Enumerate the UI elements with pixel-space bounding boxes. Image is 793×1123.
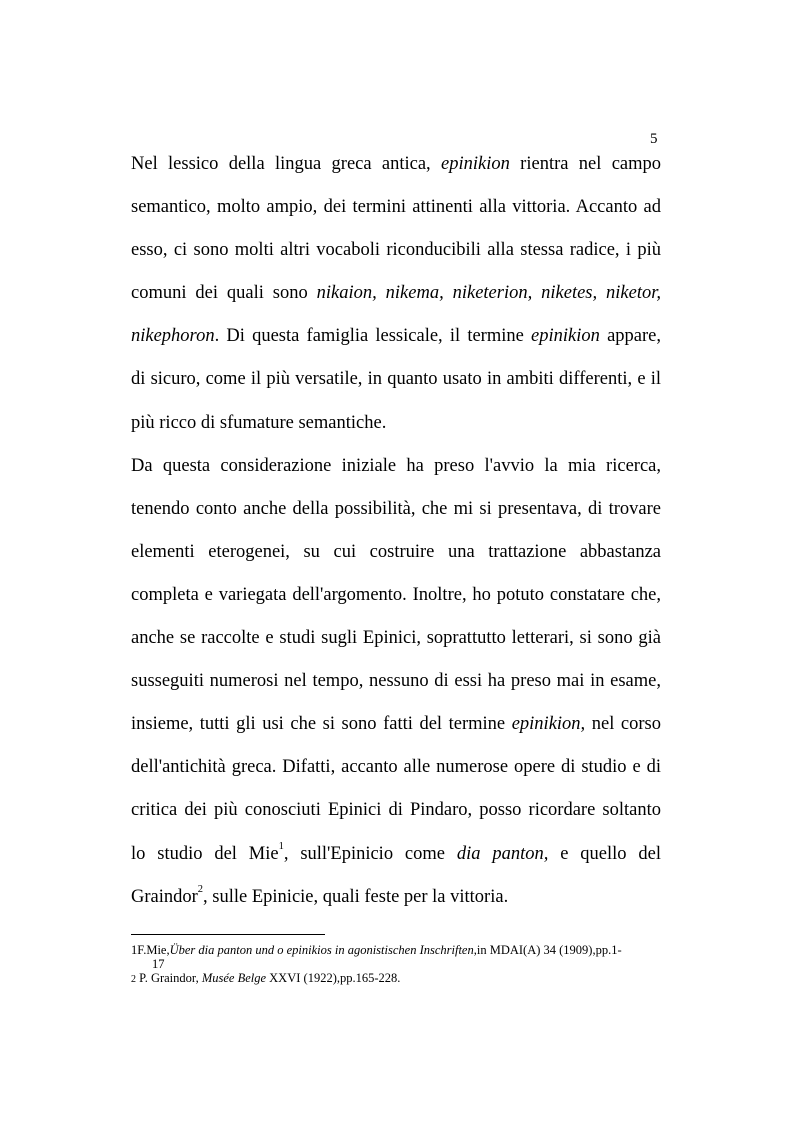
text-line: susseguiti numerosi nel tempo, nessuno di essi ha preso mai in esame, bbox=[131, 671, 661, 692]
text-line: elementi eterogenei, su cui costruire una trattazione abbastanza bbox=[131, 541, 661, 562]
text-line: dell'antichità greca. Difatti, accanto alle numerose opere di studio e di bbox=[131, 757, 661, 778]
text-line: Graindor$^2$, sulle Epinicie, quali feste per la vittoria. bbox=[131, 884, 509, 907]
text-line: comuni dei quali sono nikaion, nikema, niketerion, niketes, niketor, bbox=[131, 283, 661, 304]
text-line: esso, ci sono molti altri vocaboli riconducibili alla stessa radice, i più bbox=[131, 240, 661, 261]
text-line: completa e variegata dell'argomento. Inoltre, ho potuto constatare che, bbox=[131, 584, 661, 605]
text-line: più ricco di sfumature semantiche. bbox=[131, 412, 387, 433]
body-text bbox=[131, 143, 661, 919]
footnote-ref-2: 2 bbox=[197, 884, 204, 896]
footnote-ref-1: 1 bbox=[278, 841, 284, 853]
text-line: lo studio del Mie$^1$, sull'Epinicio come dia panton, e quello del bbox=[131, 841, 661, 864]
text-line: di sicuro, come il più versatile, in quanto usato in ambiti differenti, e il bbox=[131, 369, 661, 390]
text-line: insieme, tutti gli usi che si sono fatti del termine epinikion, nel corso bbox=[131, 714, 661, 735]
text-line: Da questa considerazione iniziale ha preso l'avvio la mia ricerca, bbox=[131, 455, 661, 476]
page-number: 5 bbox=[650, 131, 658, 147]
text-line: critica dei più conosciuti Epinici di Pindaro, posso ricordare soltanto bbox=[131, 800, 661, 821]
text-line: tenendo conto anche della possibilità, che mi si presentava, di trovare bbox=[131, 498, 661, 519]
footnotes bbox=[131, 943, 666, 987]
text-line: anche se raccolte e studi sugli Epinici, soprattutto letterari, si sono già bbox=[131, 628, 661, 649]
text-line: semantico, molto ampio, dei termini attinenti alla vittoria. Accanto ad bbox=[131, 197, 661, 218]
footnote-divider bbox=[131, 934, 325, 935]
footnote-2: 2 P. Graindor, Musée Belge XXVI (1922),pp.165-228. bbox=[131, 971, 401, 985]
footnote-1-continued: 17 bbox=[152, 957, 165, 971]
footnote-1: 1F.Mie,Über dia panton und o epinikios in agonistischen Inschriften,in MDAI(A) 34 (1909),pp.1- bbox=[131, 943, 622, 957]
text-line: Nel lessico della lingua greca antica, epinikion rientra nel campo bbox=[131, 154, 662, 174]
text-line: nikephoron. Di questa famiglia lessicale, il termine epinikion appare, bbox=[131, 326, 662, 347]
